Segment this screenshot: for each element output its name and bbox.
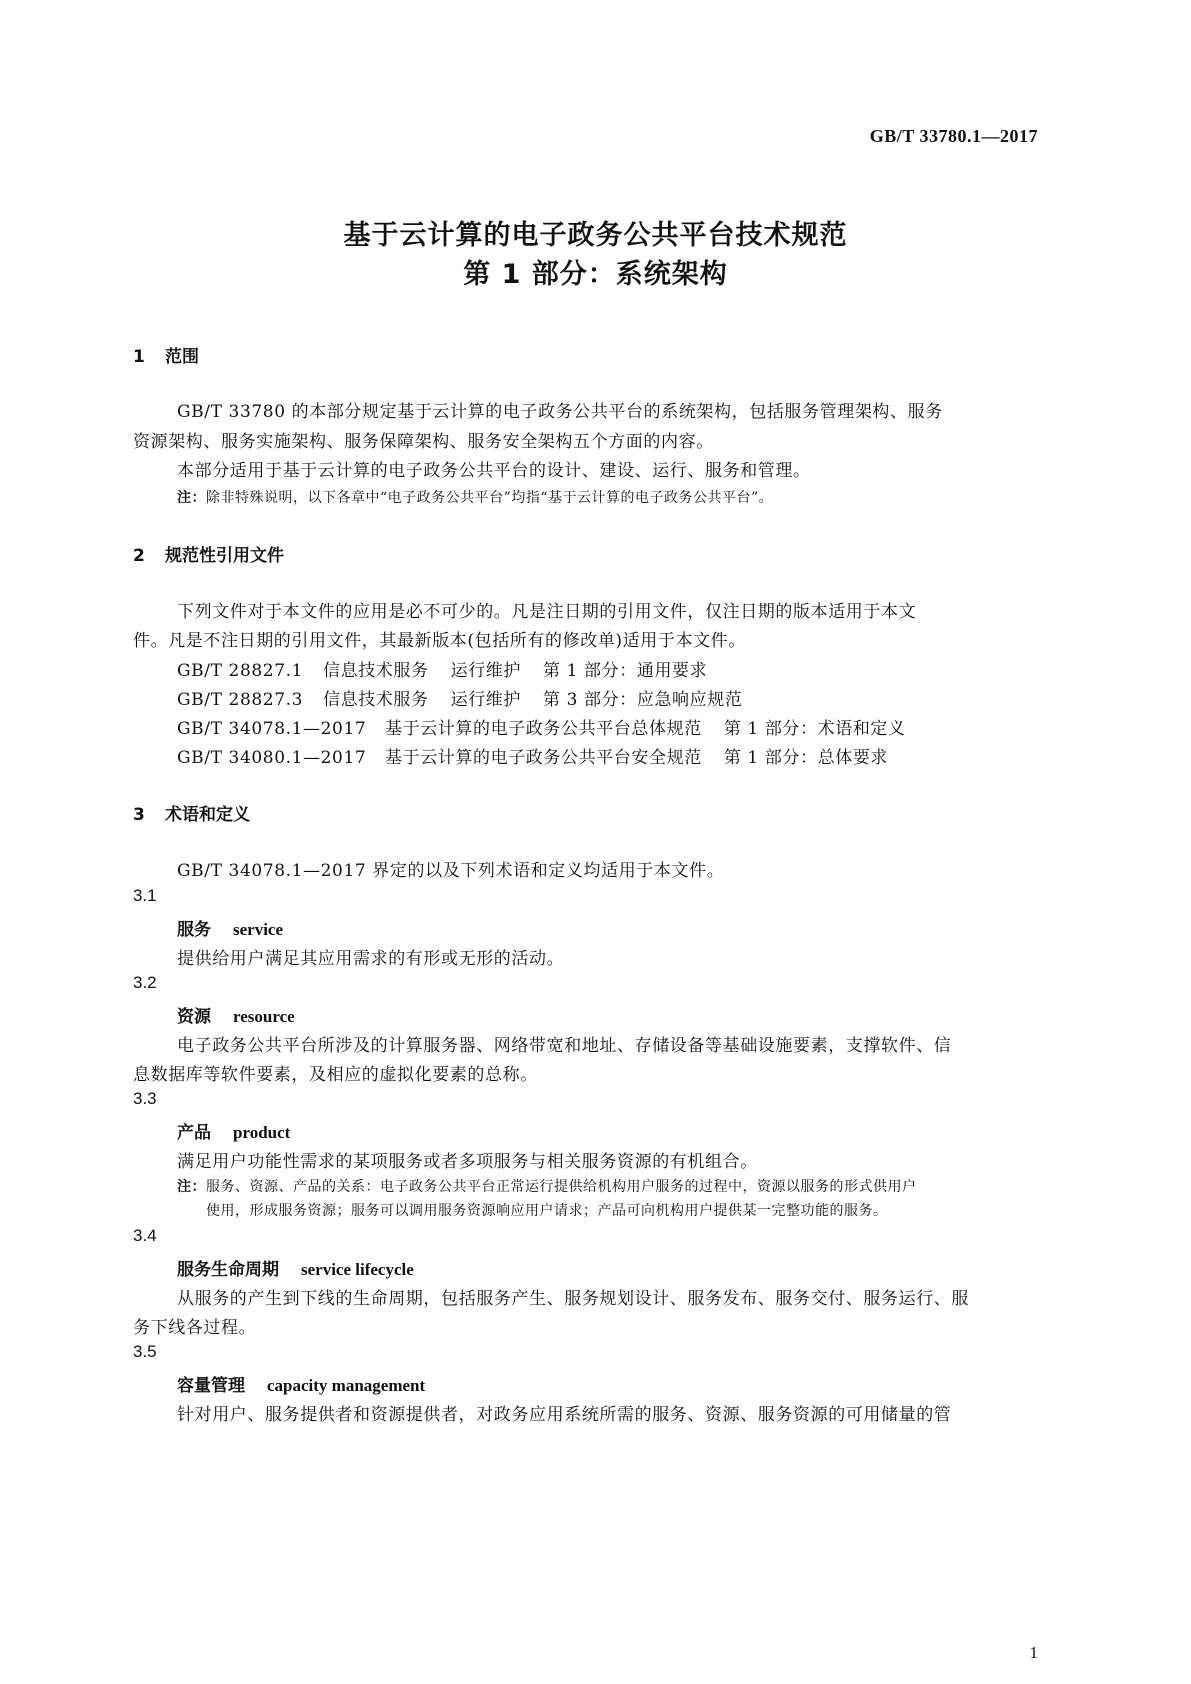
term-heading (177, 1255, 414, 1280)
section-2-heading (133, 541, 284, 566)
term-number: 3.1 (133, 886, 157, 905)
paragraph-continuation: 资源架构、服务实施架构、服务保障架构、服务安全架构五个方面的内容。 (133, 432, 714, 452)
section-number: 2 (133, 546, 145, 566)
term-definition: 满足用户功能性需求的某项服务或者多项服务与相关服务资源的有机组合。 (177, 1152, 758, 1172)
term-english: resource (233, 1007, 295, 1026)
section-title: 范围 (165, 347, 199, 367)
reference-title: 信息技术服务 (323, 690, 429, 710)
paragraph-continuation: 件。凡是不注日期的引用文件，其最新版本(包括所有的修改单)适用于本文件。 (133, 631, 746, 651)
section-number: 1 (133, 347, 145, 367)
reference-code: GB/T 34078.1—2017 (177, 719, 367, 739)
term-definition: 从服务的产生到下线的生命周期，包括服务产生、服务规划设计、服务发布、服务交付、服务运行、服 (177, 1289, 969, 1309)
term-english: capacity management (267, 1376, 426, 1395)
reference-part: 第 1 部分：总体要求 (723, 748, 889, 768)
note-continuation: 使用，形成服务资源；服务可以调用服务资源响应用户请求；产品可向机构用户提供某一完整功能的服务。 (206, 1203, 888, 1219)
document-title: 基于云计算的电子政务公共平台技术规范 (343, 220, 848, 251)
reference-title: 基于云计算的电子政务公共平台总体规范 (385, 719, 702, 739)
page-number: 1 (1029, 1643, 1038, 1662)
term-heading (177, 1118, 290, 1143)
reference-item (177, 685, 742, 710)
term-chinese: 服务 (177, 920, 211, 940)
term-english: service lifecycle (301, 1260, 414, 1279)
term-number: 3.5 (133, 1342, 157, 1361)
term-heading (177, 1002, 295, 1027)
reference-code: GB/T 28827.3 (177, 690, 304, 710)
note (177, 487, 773, 507)
term-chinese: 服务生命周期 (177, 1260, 279, 1280)
reference-code: GB/T 34080.1—2017 (177, 748, 367, 768)
term-definition: 电子政务公共平台所涉及的计算服务器、网络带宽和地址、存储设备等基础设施要素，支撑软件、信 (177, 1036, 952, 1056)
term-number: 3.3 (133, 1089, 157, 1108)
note-label: 注： (177, 490, 206, 506)
term-chinese: 容量管理 (177, 1376, 245, 1396)
term-definition-continuation: 务下线各过程。 (133, 1318, 257, 1338)
section-title: 规范性引用文件 (165, 546, 284, 566)
reference-item (177, 714, 906, 739)
paragraph: GB/T 33780 的本部分规定基于云计算的电子政务公共平台的系统架构，包括服务管理架构、服务 (177, 402, 943, 422)
reference-item (177, 656, 707, 681)
term-heading (177, 1371, 425, 1396)
term-number: 3.4 (133, 1226, 157, 1245)
term-chinese: 产品 (177, 1123, 211, 1143)
reference-subtitle: 运行维护 (450, 661, 522, 681)
reference-part: 第 1 部分：通用要求 (543, 661, 708, 681)
paragraph: 下列文件对于本文件的应用是必不可少的。凡是注日期的引用文件，仅注日期的版本适用于本文 (177, 602, 917, 622)
section-number: 3 (133, 805, 145, 825)
paragraph: GB/T 34078.1—2017 界定的以及下列术语和定义均适用于本文件。 (177, 861, 725, 881)
section-3-heading (133, 800, 250, 825)
term-definition: 针对用户、服务提供者和资源提供者，对政务应用系统所需的服务、资源、服务资源的可用储量的管 (177, 1405, 952, 1425)
reference-title: 基于云计算的电子政务公共平台安全规范 (385, 748, 702, 768)
reference-part: 第 3 部分：应急响应规范 (543, 690, 743, 710)
section-1-heading (133, 342, 199, 367)
term-heading (177, 915, 283, 940)
term-definition: 提供给用户满足其应用需求的有形或无形的活动。 (177, 949, 565, 969)
standard-code: GB/T 33780.1—2017 (869, 126, 1038, 146)
term-english: product (233, 1123, 291, 1142)
reference-item (177, 743, 888, 768)
section-title: 术语和定义 (165, 805, 250, 825)
note-text: 服务、资源、产品的关系：电子政务公共平台正常运行提供给机构用户服务的过程中，资源以服务的形式供用户 (206, 1179, 917, 1195)
document-subtitle: 第 1 部分：系统架构 (463, 259, 728, 290)
term-english: service (233, 920, 284, 939)
reference-subtitle: 运行维护 (450, 690, 522, 710)
paragraph: 本部分适用于基于云计算的电子政务公共平台的设计、建设、运行、服务和管理。 (177, 461, 811, 481)
note-label: 注： (177, 1179, 206, 1195)
note (177, 1176, 917, 1196)
term-definition-continuation: 息数据库等软件要素，及相应的虚拟化要素的总称。 (133, 1065, 538, 1085)
reference-title: 信息技术服务 (323, 661, 429, 681)
reference-code: GB/T 28827.1 (177, 661, 304, 681)
term-number: 3.2 (133, 973, 157, 992)
term-chinese: 资源 (177, 1007, 211, 1027)
note-text: 除非特殊说明，以下各章中“电子政务公共平台”均指“基于云计算的电子政务公共平台”。 (206, 490, 774, 506)
reference-part: 第 1 部分：术语和定义 (723, 719, 906, 739)
